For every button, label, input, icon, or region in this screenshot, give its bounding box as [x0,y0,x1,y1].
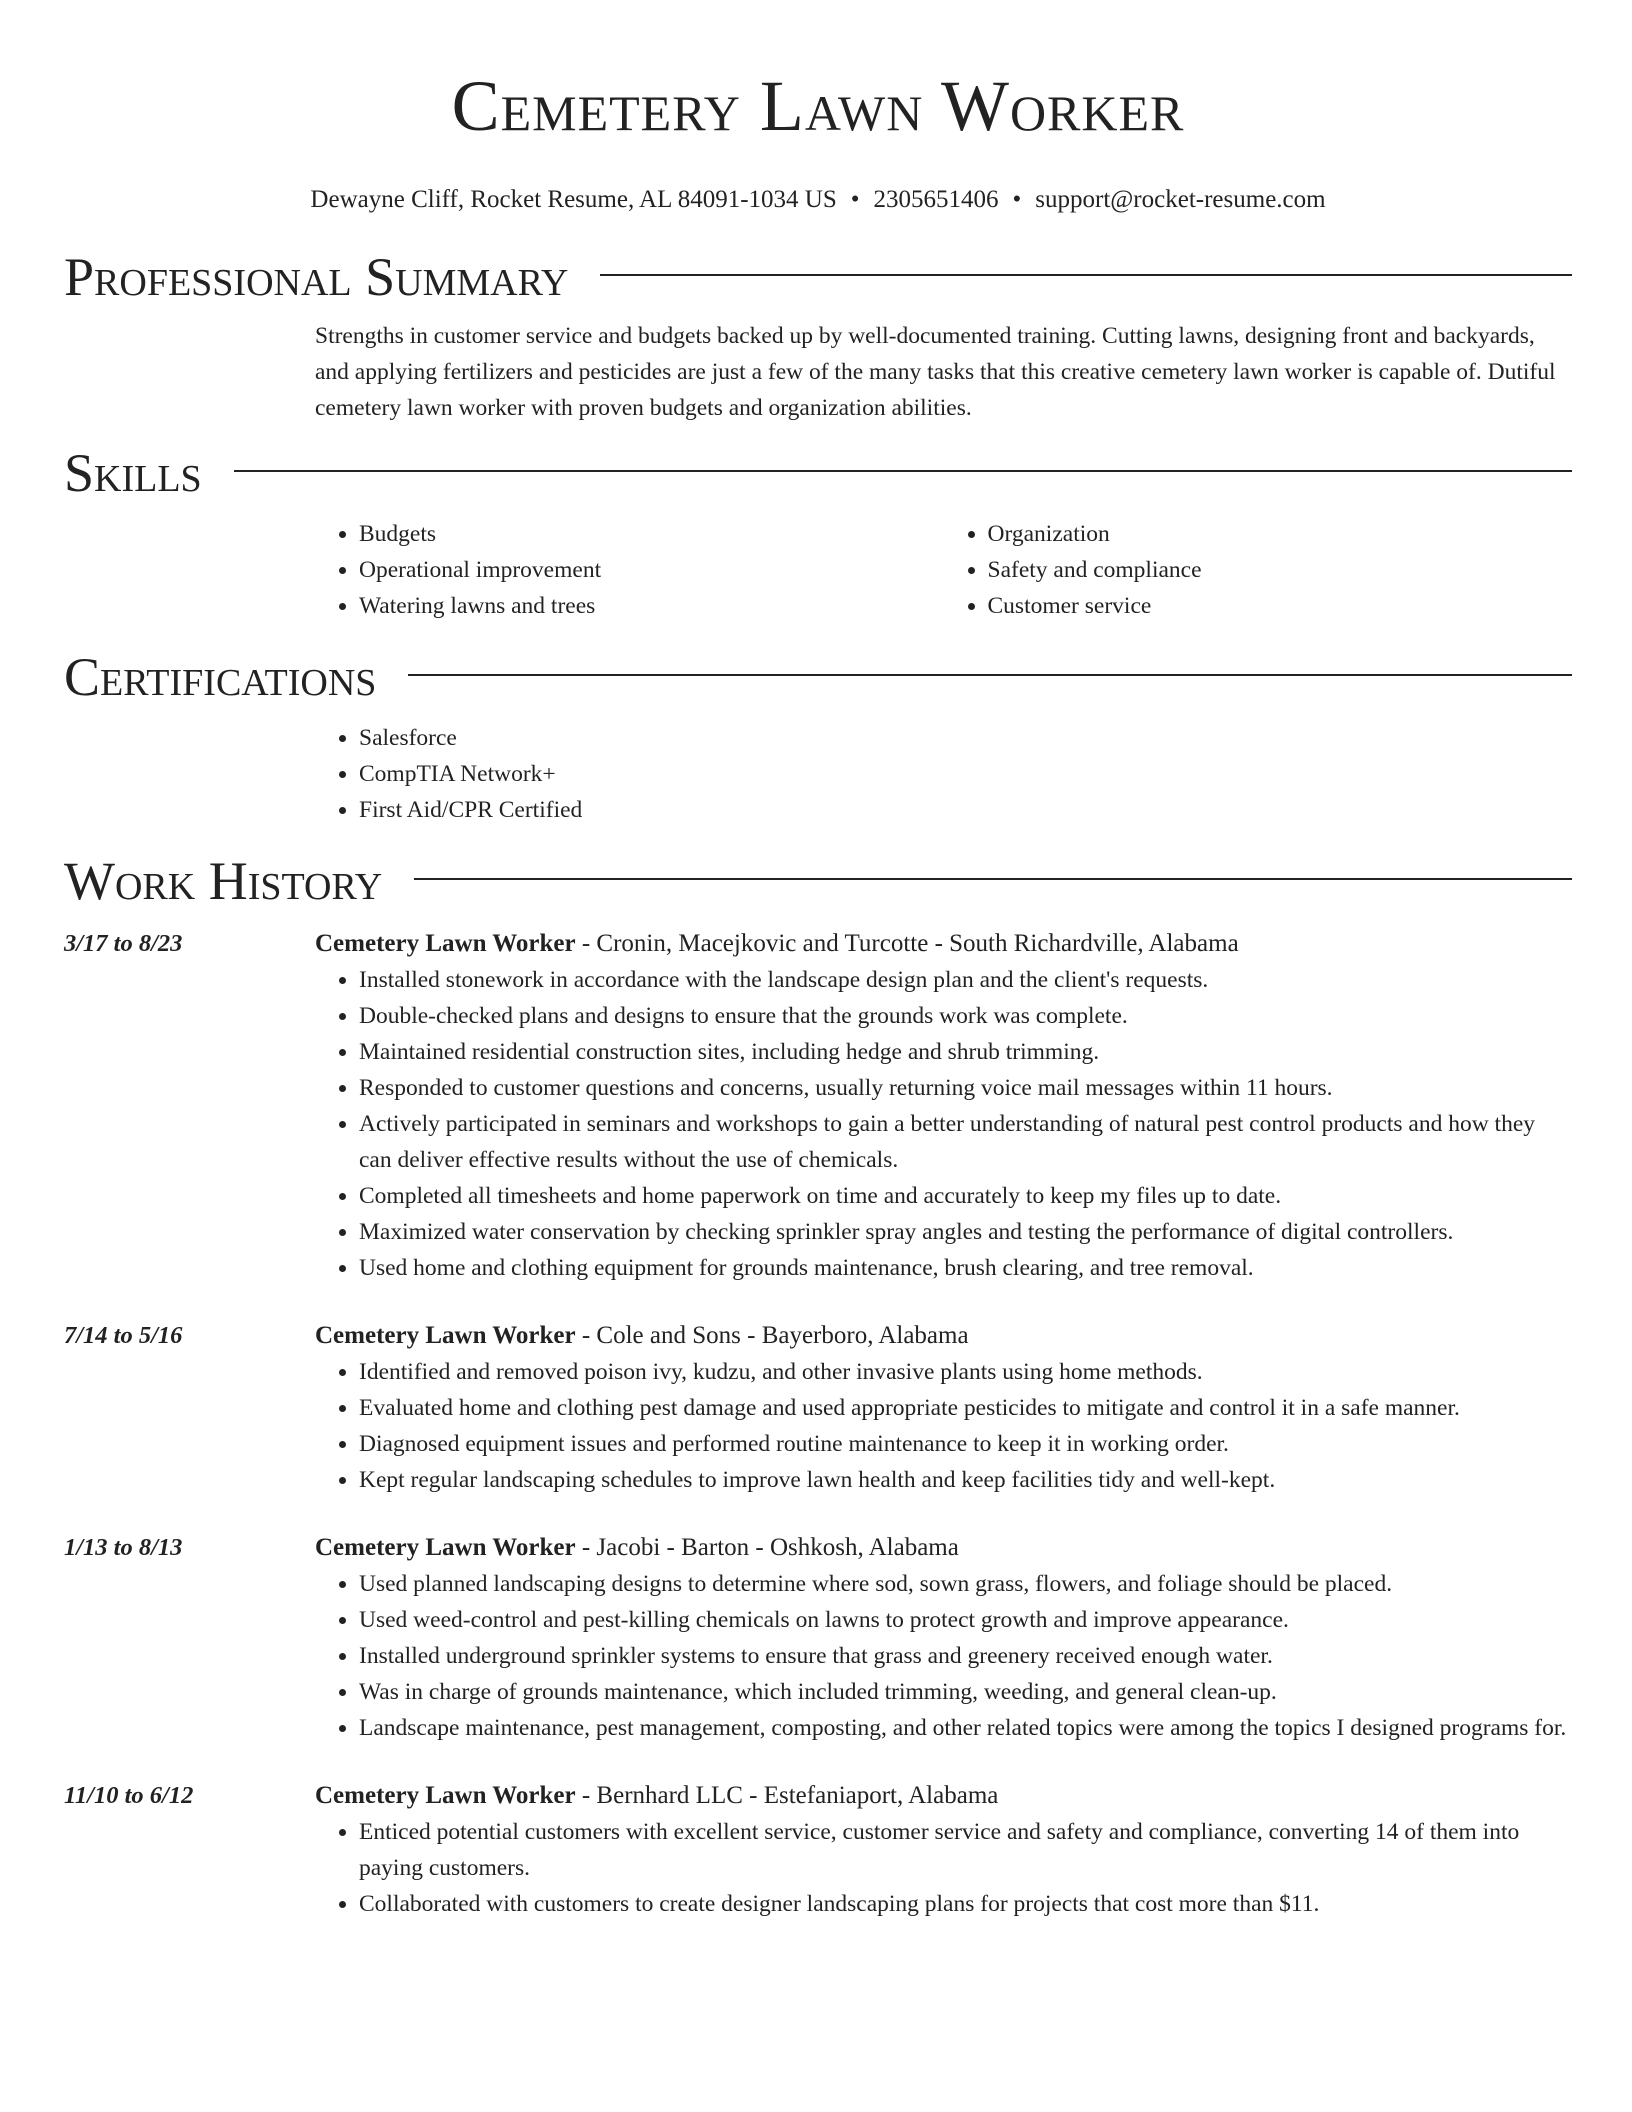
job-bullet: • Was in charge of grounds maintenance, which included trimming, weeding, and general clean-up. [359,1674,1572,1710]
job-bullets [315,962,1572,1286]
job-details: - Cronin, Macejkovic and Turcotte - South Richardville, Alabama [575,930,1239,957]
skill-item: • Customer service [988,588,1573,624]
certification-item: • CompTIA Network+ [359,756,1572,792]
certification-item: • First Aid/CPR Certified [359,792,1572,828]
skill-item: • Safety and compliance [988,552,1573,588]
skills-body [315,516,1572,624]
job-title: Cemetery Lawn Worker [315,1534,576,1561]
contact-phone: 2305651406 [873,186,999,213]
summary-body [315,318,1572,426]
job-entry [64,926,1572,1286]
certifications-list [315,720,1572,828]
job-heading [315,1530,1572,1566]
section-title-skills: Skills [64,443,202,503]
skills-list-right [944,516,1573,624]
contact-address: Dewayne Cliff, Rocket Resume, AL 84091-1034 US [310,186,837,213]
contact-line [64,184,1572,216]
job-bullets [315,1814,1572,1922]
job-bullet: • Double-checked plans and designs to ensure that the grounds work was complete. [359,998,1572,1034]
job-entry [64,1778,1572,1922]
job-content [315,926,1572,1286]
job-bullets [315,1354,1572,1498]
job-bullet: • Installed stonework in accordance with the landscape design plan and the client's requests. [359,962,1572,998]
job-bullets [315,1566,1572,1746]
section-divider [234,470,1572,472]
job-bullet: • Completed all timesheets and home paperwork on time and accurately to keep my files up to date. [359,1178,1572,1214]
section-divider [600,274,1572,276]
job-dates: 3/17 to 8/23 [64,930,183,957]
job-entry [64,1318,1572,1498]
section-divider [408,674,1572,676]
skills-header [64,438,1572,508]
job-bullet: • Installed underground sprinkler systems to ensure that grass and greenery received enough water. [359,1638,1572,1674]
contact-email: support@rocket-resume.com [1035,186,1326,213]
job-bullet: • Used home and clothing equipment for grounds maintenance, brush clearing, and tree removal. [359,1250,1572,1286]
skill-item: • Budgets [359,516,944,552]
skill-item: • Operational improvement [359,552,944,588]
job-dates: 11/10 to 6/12 [64,1782,194,1809]
job-bullet: • Actively participated in seminars and workshops to gain a better understanding of natural pest control products and how they can deliver effective results without the use of chemicals. [359,1106,1572,1178]
section-title-certifications: Certifications [64,647,377,707]
job-bullet: • Enticed potential customers with excellent service, customer service and safety and compliance, converting 14 of them into paying customers. [359,1814,1572,1886]
job-content [315,1778,1572,1922]
work-history-header [64,846,1572,916]
summary-text: Strengths in customer service and budgets backed up by well-documented training. Cutting lawns, designing front and backyards, and applying fertilizers and pesticides are just a few of the many tasks that this creative cemetery lawn worker is capable of. Dutiful cemetery lawn worker with proven budgets and organization abilities. [315,323,1556,421]
job-bullet: • Maintained residential construction sites, including hedge and shrub trimming. [359,1034,1572,1070]
job-dates: 1/13 to 8/13 [64,1534,183,1561]
job-heading [315,926,1572,962]
skills-list-left [315,516,944,624]
job-title: Cemetery Lawn Worker [315,1322,576,1349]
job-dates: 7/14 to 5/16 [64,1322,183,1349]
summary-header [64,242,1572,312]
job-title: Cemetery Lawn Worker [315,930,576,957]
certifications-header [64,642,1572,712]
job-bullet: • Diagnosed equipment issues and performed routine maintenance to keep it in working order. [359,1426,1572,1462]
job-entry [64,1530,1572,1746]
certification-item: • Salesforce [359,720,1572,756]
certifications-body [315,720,1572,828]
job-bullet: • Landscape maintenance, pest management, composting, and other related topics were among the topics I designed programs for. [359,1710,1572,1746]
summary-section [64,242,1572,426]
job-bullet: • Used weed-control and pest-killing chemicals on lawns to protect growth and improve appearance. [359,1602,1572,1638]
contact-separator: • [1012,186,1022,213]
skills-section [64,438,1572,624]
contact-separator: • [850,186,860,213]
job-content [315,1318,1572,1498]
work-history-section [64,846,1572,1922]
job-bullet: • Kept regular landscaping schedules to improve lawn health and keep facilities tidy and well-kept. [359,1462,1572,1498]
job-bullet: • Identified and removed poison ivy, kudzu, and other invasive plants using home methods. [359,1354,1572,1390]
job-details: - Cole and Sons - Bayerboro, Alabama [575,1322,969,1349]
skills-grid [315,516,1572,624]
job-bullet: • Maximized water conservation by checking sprinkler spray angles and testing the performance of digital controllers. [359,1214,1572,1250]
job-details: - Jacobi - Barton - Oshkosh, Alabama [575,1534,959,1561]
job-heading [315,1318,1572,1354]
section-divider [414,878,1572,880]
job-content [315,1530,1572,1746]
resume-name: Cemetery Lawn Worker [451,66,1185,146]
certifications-section [64,642,1572,828]
job-bullet: • Used planned landscaping designs to determine where sod, sown grass, flowers, and foliage should be placed. [359,1566,1572,1602]
job-title: Cemetery Lawn Worker [315,1782,576,1809]
job-bullet: • Collaborated with customers to create designer landscaping plans for projects that cost more than $11. [359,1886,1572,1922]
job-bullet: • Responded to customer questions and concerns, usually returning voice mail messages within 11 hours. [359,1070,1572,1106]
job-heading [315,1778,1572,1814]
section-title-work-history: Work History [64,851,383,911]
job-bullet: • Evaluated home and clothing pest damage and used appropriate pesticides to mitigate and control it in a safe manner. [359,1390,1572,1426]
section-title-summary: Professional Summary [64,247,569,307]
skill-item: • Organization [988,516,1573,552]
resume-page [64,0,1572,1922]
job-details: - Bernhard LLC - Estefaniaport, Alabama [575,1782,999,1809]
skill-item: • Watering lawns and trees [359,588,944,624]
